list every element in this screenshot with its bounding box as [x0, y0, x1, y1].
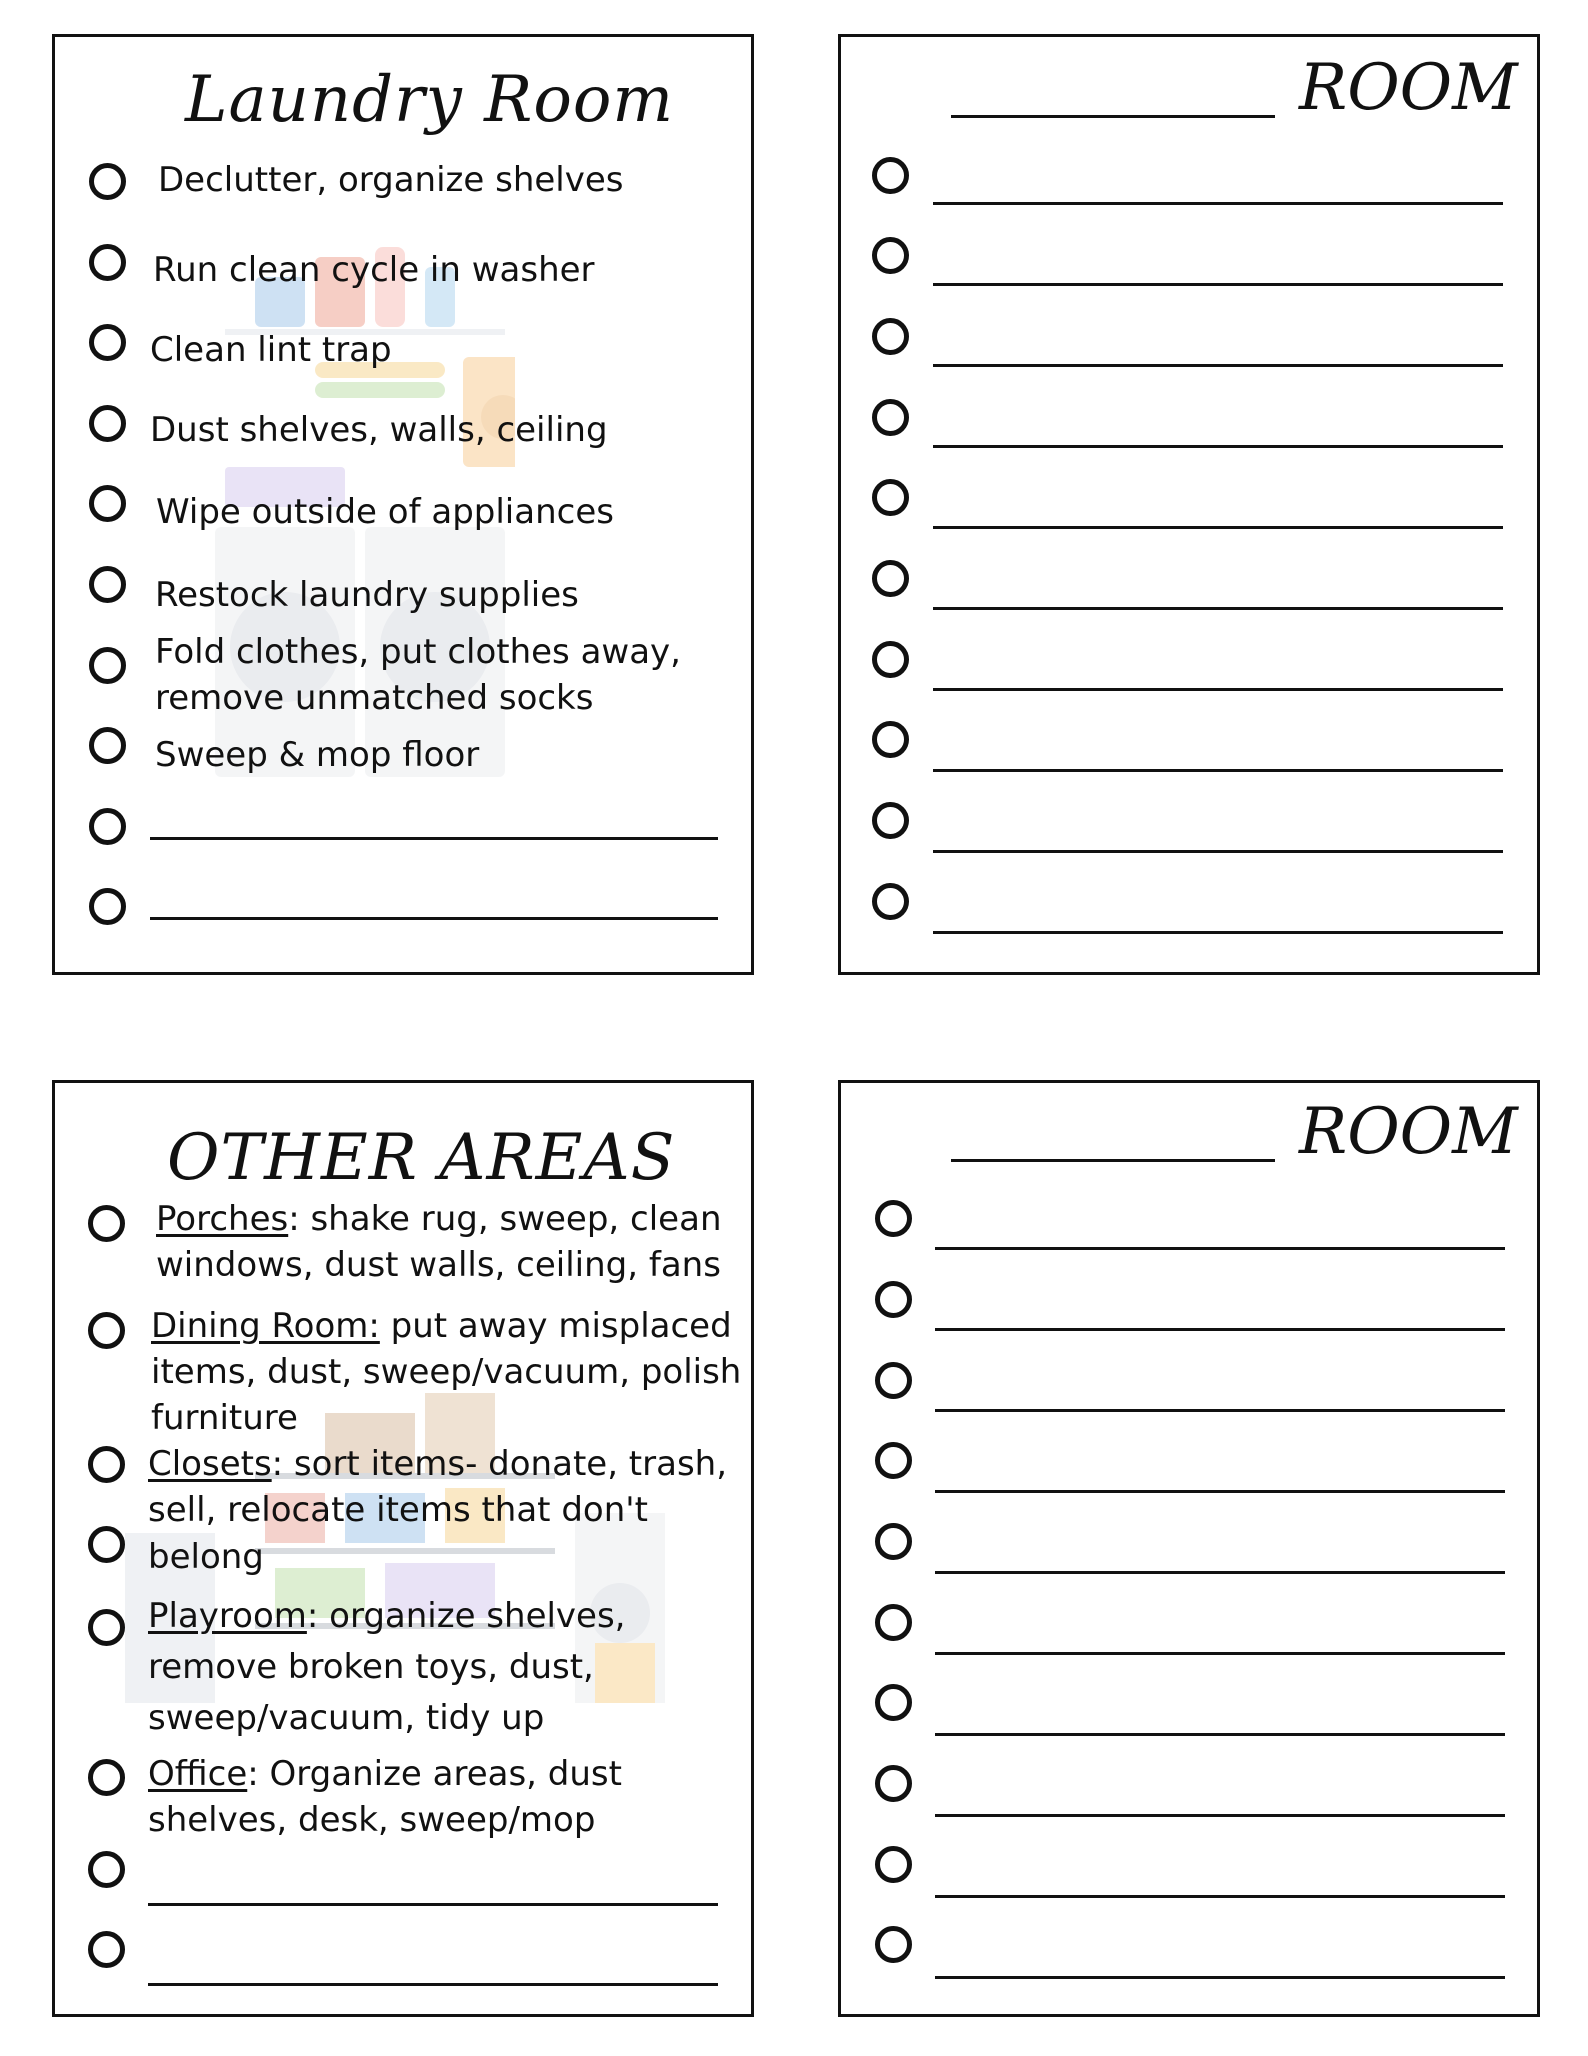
task-item-continued: remove unmatched socks — [155, 678, 594, 718]
checkbox[interactable] — [872, 318, 909, 355]
panel-title: ROOM — [1299, 1095, 1518, 1169]
blank-line[interactable] — [933, 526, 1503, 529]
checkbox[interactable] — [872, 721, 909, 758]
checkbox[interactable] — [88, 1931, 125, 1968]
checkbox[interactable] — [872, 641, 909, 678]
blank-room-checklist-bottom — [838, 1080, 1540, 2017]
area-task-continued: belong — [148, 1537, 264, 1577]
blank-line[interactable] — [150, 917, 718, 920]
area-task — [148, 1593, 626, 1640]
area-description: : organize shelves, — [306, 1596, 626, 1636]
checkbox[interactable] — [875, 1604, 912, 1641]
blank-line[interactable] — [935, 1814, 1505, 1817]
room-name-blank[interactable] — [951, 1159, 1275, 1162]
area-task-continued: sweep/vacuum, tidy up — [148, 1698, 545, 1738]
task-item: Dust shelves, walls, ceiling — [150, 410, 608, 450]
checkbox[interactable] — [875, 1926, 912, 1963]
area-description: : shake rug, sweep, clean — [288, 1199, 722, 1239]
blank-line[interactable] — [148, 1983, 718, 1986]
checkbox[interactable] — [89, 566, 126, 603]
area-description: : sort items- donate, trash, — [271, 1444, 728, 1484]
blank-line[interactable] — [933, 688, 1503, 691]
checkbox[interactable] — [89, 485, 126, 522]
task-item: Clean lint trap — [150, 330, 392, 370]
checkbox[interactable] — [872, 883, 909, 920]
blank-line[interactable] — [933, 283, 1503, 286]
task-item: Wipe outside of appliances — [156, 492, 614, 532]
blank-line[interactable] — [935, 1895, 1505, 1898]
area-name: Closets — [148, 1444, 272, 1484]
room-name-blank[interactable] — [951, 115, 1275, 118]
area-task-continued: shelves, desk, sweep/mop — [148, 1800, 596, 1840]
blank-line[interactable] — [935, 1328, 1505, 1331]
checkbox[interactable] — [872, 399, 909, 436]
area-name: Porches — [156, 1199, 289, 1239]
area-task-continued: furniture — [151, 1398, 298, 1438]
area-task-continued: sell, relocate items that don't — [148, 1490, 648, 1530]
area-name: Playroom — [148, 1596, 307, 1636]
checkbox[interactable] — [872, 802, 909, 839]
checkbox[interactable] — [875, 1281, 912, 1318]
panel-title: ROOM — [1299, 51, 1518, 125]
checkbox[interactable] — [89, 324, 126, 361]
blank-line[interactable] — [935, 1490, 1505, 1493]
other-areas-checklist — [52, 1080, 754, 2017]
blank-line[interactable] — [935, 1571, 1505, 1574]
checkbox[interactable] — [88, 1526, 125, 1563]
panel-title: OTHER AREAS — [167, 1121, 676, 1195]
checkbox[interactable] — [89, 405, 126, 442]
blank-line[interactable] — [935, 1976, 1505, 1979]
checkbox[interactable] — [88, 1312, 125, 1349]
blank-line[interactable] — [935, 1247, 1505, 1250]
task-item: Run clean cycle in washer — [153, 250, 595, 290]
checkbox[interactable] — [872, 560, 909, 597]
checkbox[interactable] — [875, 1200, 912, 1237]
blank-room-checklist-top — [838, 34, 1540, 975]
blank-line[interactable] — [935, 1409, 1505, 1412]
blank-line[interactable] — [933, 202, 1503, 205]
blank-line[interactable] — [935, 1652, 1505, 1655]
checkbox[interactable] — [875, 1442, 912, 1479]
checkbox[interactable] — [872, 157, 909, 194]
area-task-continued: remove broken toys, dust, — [148, 1647, 594, 1687]
checkbox[interactable] — [88, 1446, 125, 1483]
checkbox[interactable] — [875, 1523, 912, 1560]
checkbox[interactable] — [89, 244, 126, 281]
checkbox[interactable] — [875, 1684, 912, 1721]
panel-title: Laundry Room — [185, 63, 675, 137]
checkbox[interactable] — [88, 1759, 125, 1796]
blank-line[interactable] — [933, 769, 1503, 772]
checkbox[interactable] — [88, 1609, 125, 1646]
checkbox[interactable] — [88, 1851, 125, 1888]
task-item: Restock laundry supplies — [155, 575, 579, 615]
area-task-continued: windows, dust walls, ceiling, fans — [156, 1245, 721, 1285]
blank-line[interactable] — [933, 850, 1503, 853]
area-task-continued: items, dust, sweep/vacuum, polish — [151, 1352, 742, 1392]
checkbox[interactable] — [89, 163, 126, 200]
blank-line[interactable] — [933, 607, 1503, 610]
blank-line[interactable] — [148, 1903, 718, 1906]
checkbox[interactable] — [872, 237, 909, 274]
checkbox[interactable] — [872, 479, 909, 516]
task-item: Sweep & mop floor — [155, 735, 480, 775]
area-task — [148, 1751, 622, 1798]
task-item: Fold clothes, put clothes away, — [155, 632, 681, 672]
checkbox[interactable] — [875, 1846, 912, 1883]
checkbox[interactable] — [89, 808, 126, 845]
area-task — [151, 1303, 732, 1350]
blank-line[interactable] — [935, 1733, 1505, 1736]
blank-line[interactable] — [933, 445, 1503, 448]
area-description: : Organize areas, dust — [247, 1754, 622, 1794]
area-name: Dining Room: — [151, 1306, 380, 1346]
area-name: Office — [148, 1754, 248, 1794]
checkbox[interactable] — [89, 888, 126, 925]
checkbox[interactable] — [875, 1765, 912, 1802]
laundry-room-checklist — [52, 34, 754, 975]
blank-line[interactable] — [933, 931, 1503, 934]
checkbox[interactable] — [89, 727, 126, 764]
checkbox[interactable] — [88, 1205, 125, 1242]
task-item: Declutter, organize shelves — [158, 160, 624, 200]
checkbox[interactable] — [875, 1362, 912, 1399]
area-task — [156, 1196, 722, 1243]
area-task — [148, 1441, 727, 1488]
blank-line[interactable] — [150, 837, 718, 840]
blank-line[interactable] — [933, 364, 1503, 367]
area-description: put away misplaced — [379, 1306, 732, 1346]
checkbox[interactable] — [89, 647, 126, 684]
